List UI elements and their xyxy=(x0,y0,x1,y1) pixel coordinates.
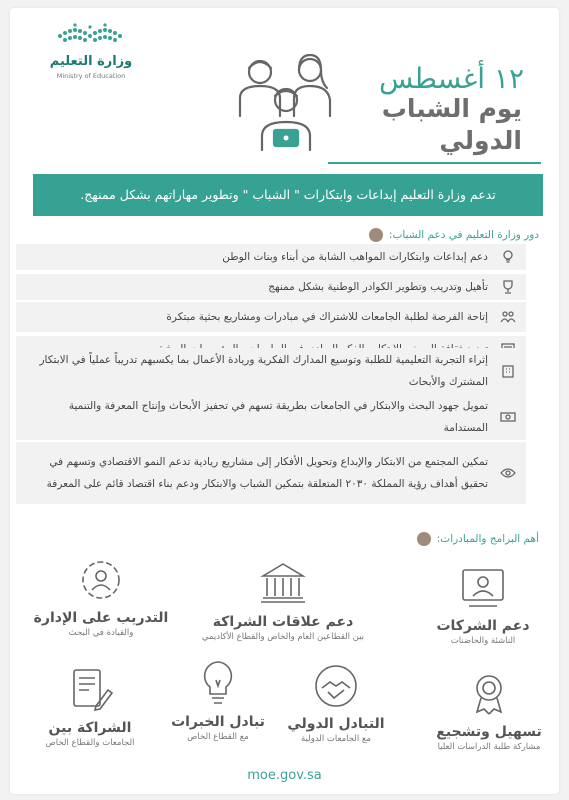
program-item xyxy=(198,556,368,642)
role-section-title: دور وزارة التعليم في دعم الشباب: xyxy=(388,229,539,241)
role-item-text: تمكين المجتمع من الابتكار والإبداع وتحويل الأفكار إلى مشاريع ريادية تدعم النمو الاقتصادي وتسهم في تحقيق أهداف رؤية المملكة ٢٠٣٠ المتعلقة بتمكين الشباب والابتكار ودعم بناء اقتصاد قائم على المعرفة xyxy=(46,456,488,490)
program-subtitle: مع الجامعات الدولية xyxy=(301,734,371,744)
role-item-text: إتاحة الفرصة لطلبة الجامعات للاشتراك في مبادرات ومشاريع بحثية مبتكرة xyxy=(166,311,488,323)
program-title: دعم علاقات الشراكة xyxy=(212,614,354,630)
role-item-text: دعم إبداعات وابتكارات المواهب الشابة من أبناء وبنات الوطن xyxy=(222,251,488,263)
program-item xyxy=(398,560,568,646)
role-item xyxy=(16,244,526,270)
website-link[interactable]: moe.gov.sa xyxy=(247,768,322,783)
building-icon xyxy=(496,360,520,382)
program-subtitle: الجامعات والقطاع الخاص xyxy=(45,738,135,748)
program-subtitle: الناشئة والحاضنات xyxy=(450,636,516,646)
program-subtitle: والقيادة في البحث xyxy=(68,628,134,638)
title-line-2: الدولي xyxy=(439,126,522,155)
program-item xyxy=(404,666,569,752)
program-item xyxy=(20,662,160,748)
event-date: ١٢ أغسطس xyxy=(378,62,524,95)
handshake-icon xyxy=(308,658,364,714)
youth-people-illustration-icon xyxy=(232,52,342,152)
role-item-text: تمويل جهود البحث والابتكار في الجامعات بطريقة تسهم في تحفيز الأبحاث وإنتاج المعرفة والتنمية المستدامة xyxy=(68,400,488,434)
eye-icon xyxy=(496,462,520,484)
program-title: تبادل الخبرات xyxy=(171,714,265,730)
program-subtitle: مع القطاع الخاص xyxy=(187,732,249,742)
ministry-logo-mark-icon xyxy=(56,22,126,46)
program-title: تسهيل وتشجيع xyxy=(436,724,542,740)
program-title: التدريب على الإدارة xyxy=(33,610,169,626)
program-title: الشراكة بين xyxy=(48,720,132,736)
role-item xyxy=(16,274,526,300)
role-item xyxy=(16,302,526,332)
role-item xyxy=(16,394,526,440)
section-bullet-icon xyxy=(417,532,431,546)
contract-icon xyxy=(62,662,118,718)
section-bullet-icon xyxy=(369,228,383,242)
ministry-logo xyxy=(48,22,134,82)
role-item-text: تأهيل وتدريب وتطوير الكوادر الوطنية بشكل ممنهج xyxy=(268,281,488,293)
title-underline xyxy=(328,162,541,164)
role-item-text: إثراء التجربة التعليمية للطلبة وتوسيع المدارك الفكرية وريادة الأعمال بما يكسبهم تدريباً عملياً في الابتكار المشترك والأبحاث xyxy=(39,354,488,388)
ministry-name-english: Ministry of Education xyxy=(56,72,126,80)
program-subtitle: مشاركة طلبة الدراسات العليا xyxy=(437,742,541,752)
programs-section-heading xyxy=(417,532,539,546)
program-item xyxy=(158,656,278,742)
program-title: دعم الشركات xyxy=(436,618,530,634)
role-item xyxy=(16,348,526,394)
award-icon xyxy=(461,666,517,722)
program-subtitle: بين القطاعين العام والخاص والقطاع الأكاديمي xyxy=(201,632,365,642)
trophy-icon xyxy=(496,276,520,298)
role-section-heading xyxy=(369,228,539,242)
program-item xyxy=(16,552,186,638)
institution-icon xyxy=(255,556,311,612)
bulb-icon xyxy=(190,656,246,712)
lightbulb-icon xyxy=(496,246,520,268)
program-item xyxy=(276,658,396,744)
title-line-1: يوم الشباب xyxy=(381,94,522,123)
program-title: التبادل الدولي xyxy=(287,716,385,732)
students-icon xyxy=(496,306,520,328)
intro-banner: تدعم وزارة التعليم إبداعات وابتكارات " الشباب " وتطوير مهاراتهم بشكل ممنهج. xyxy=(33,174,543,216)
startup-icon xyxy=(455,560,511,616)
money-icon xyxy=(496,406,520,428)
gear-person-icon xyxy=(73,552,129,608)
role-item xyxy=(16,442,526,504)
programs-section-title: أهم البرامج والمبادرات: xyxy=(436,533,539,545)
ministry-name-arabic: وزارة التعليم xyxy=(49,54,133,69)
